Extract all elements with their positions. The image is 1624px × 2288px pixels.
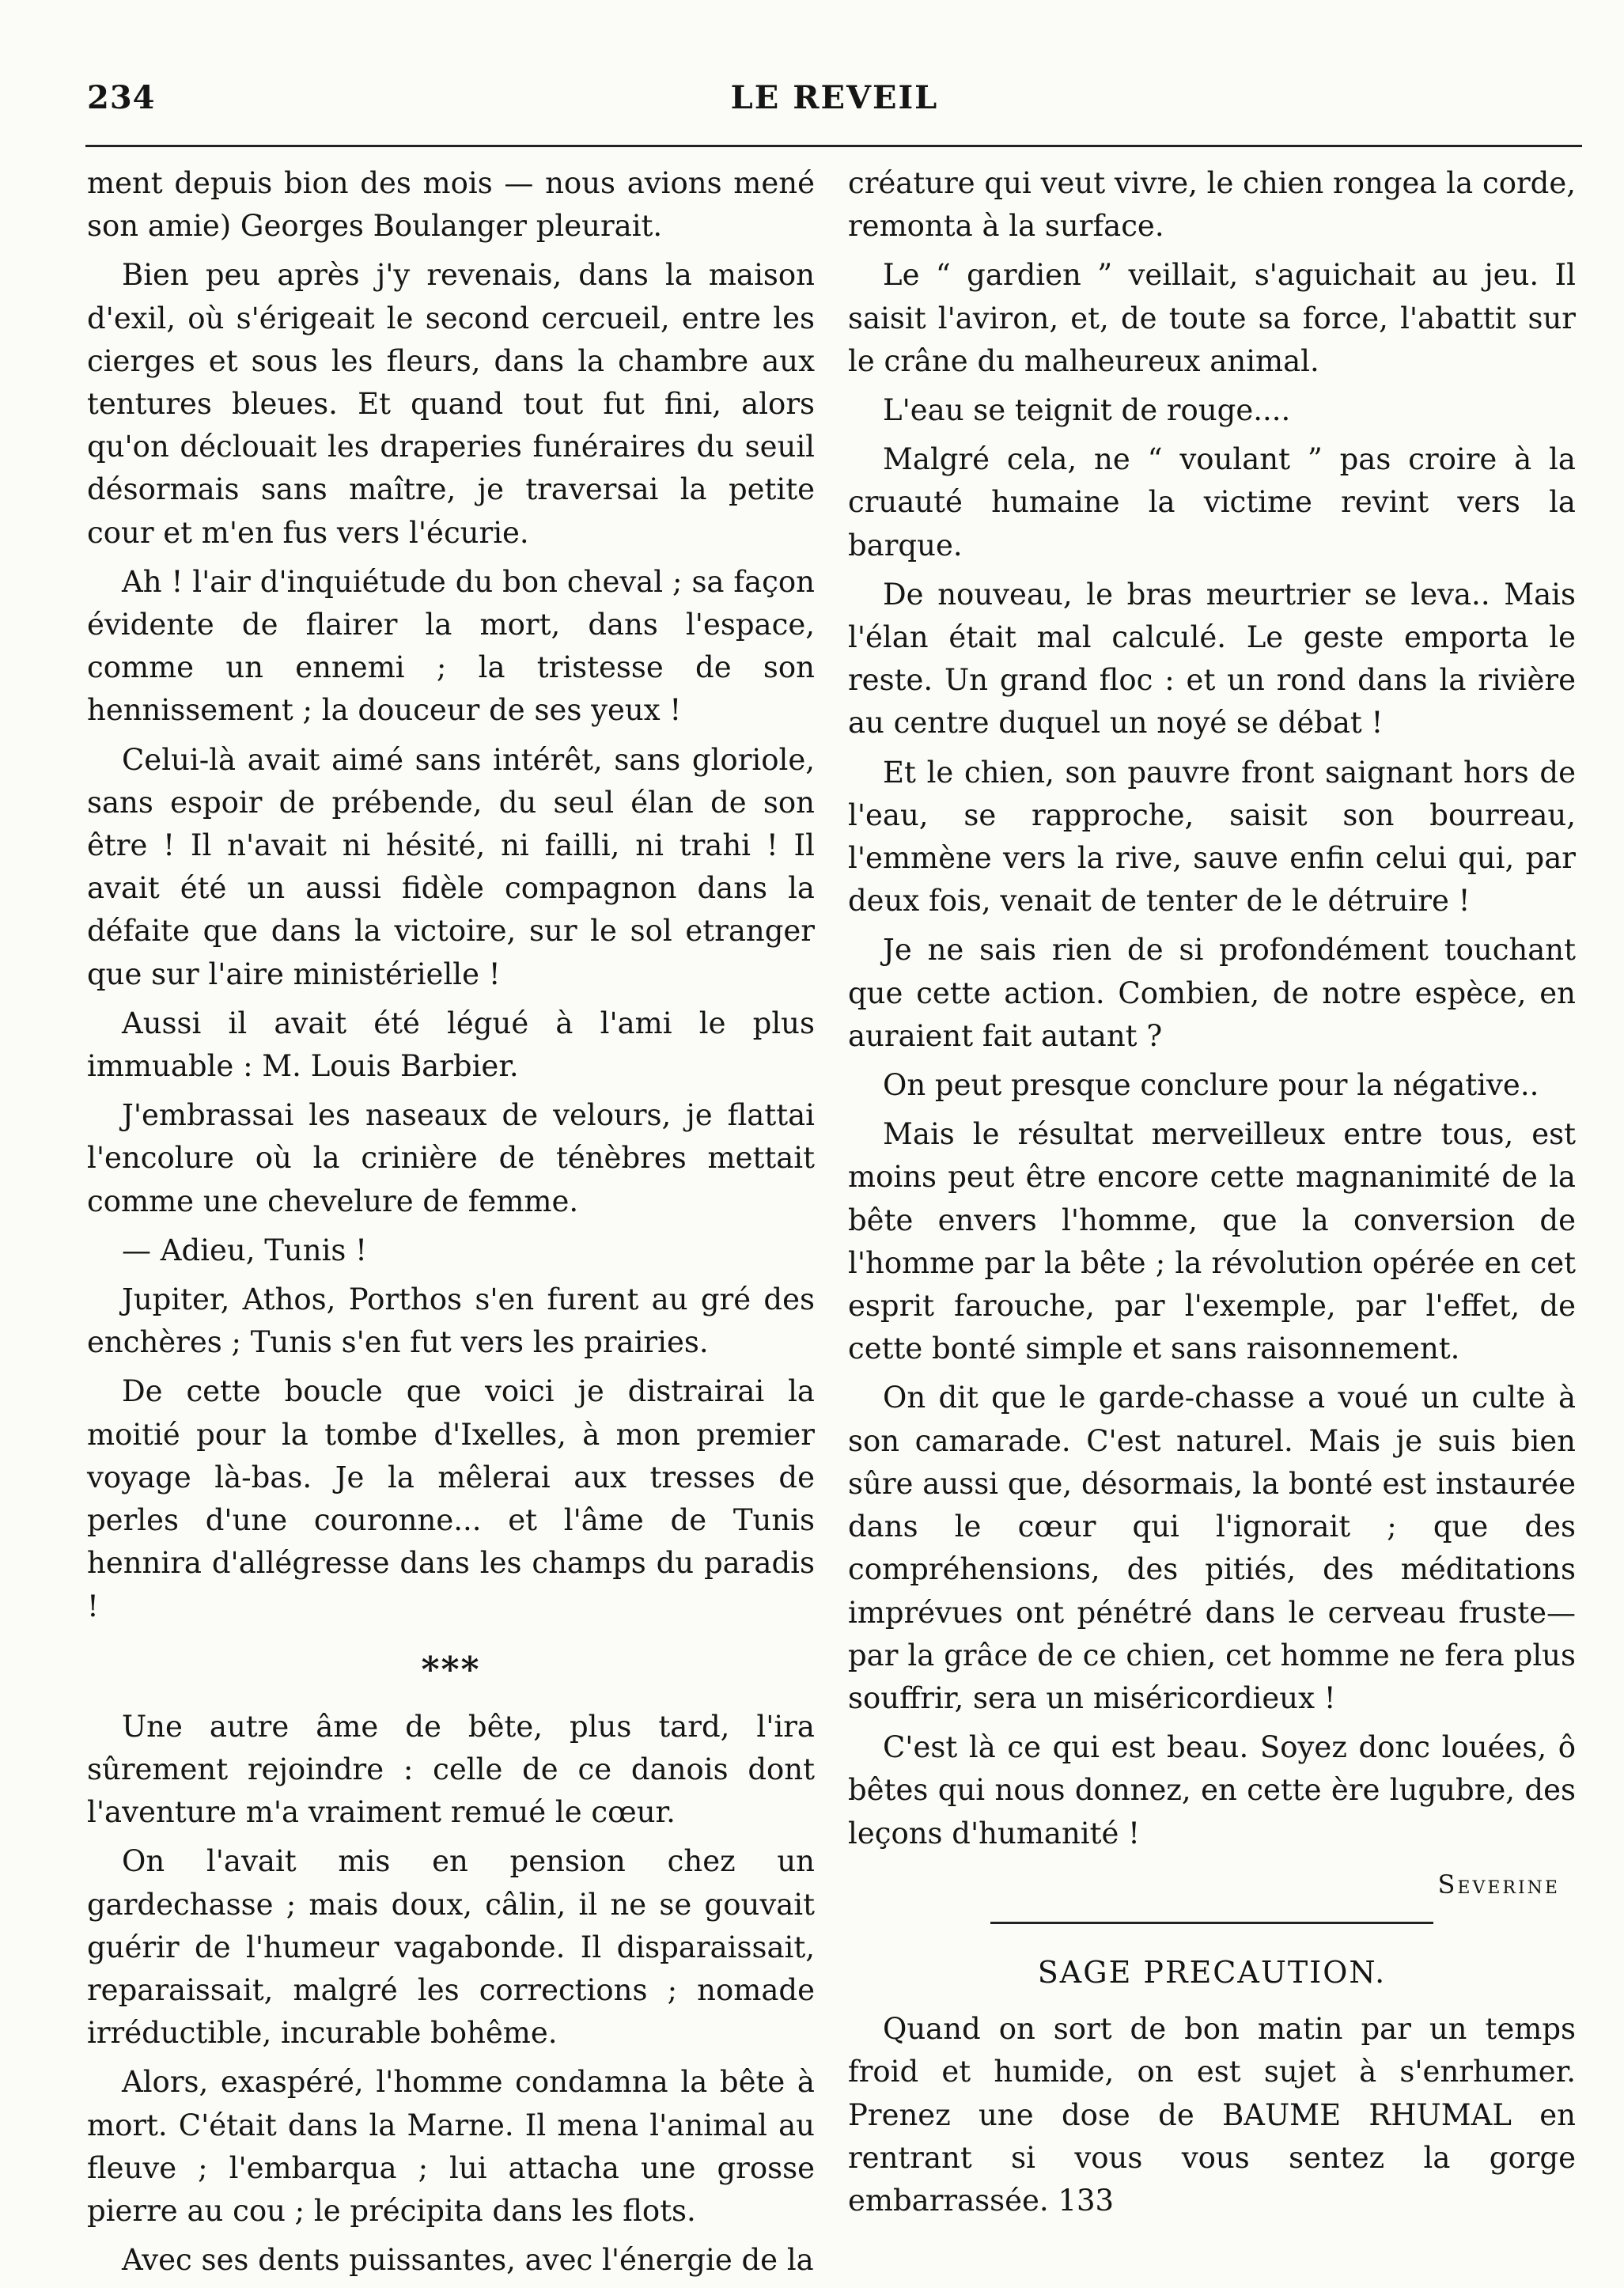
paragraph: On l'avait mis en pension chez un gardechasse ; mais doux, câlin, il ne se gouvait guérir de l'humeur vagabonde. Il disparaissait, reparaissait, malgré les corrections ; nomade irréductible, incurable bohême. (87, 1844, 815, 2051)
paragraph: Et le chien, son pauvre front saignant hors de l'eau, se rapproche, saisit son bourreau, l'emmène vers la rive, sauve enfin celui qui, par deux fois, venait de tenter de le détruire ! (848, 755, 1576, 919)
paragraph: De cette boucle que voici je distrairai la moitié pour la tombe d'Ixelles, à mon premier voyage là-bas. Je la mêlerai aux tresses de perles d'une couronne... et l'âme de Tunis hennira d'allégresse dans les champs du paradis ! (87, 1374, 815, 1623)
paragraph: Celui-là avait aimé sans intérêt, sans gloriole, sans espoir de prébende, du seul élan de son être ! Il n'avait ni hésité, ni failli, ni trahi ! Il avait été un aussi fidèle compagnon dans la défaite que dans la victoire, sur le sol etranger que sur l'aire ministérielle ! (87, 742, 815, 991)
author-signature: Severine (1437, 1869, 1560, 1900)
paragraph: Je ne sais rien de si profondément touchant que cette action. Combien, de notre espèce, en auraient fait autant ? (848, 933, 1576, 1053)
paragraph: créature qui veut vivre, le chien rongea la corde, remonta à la surface. (848, 166, 1576, 244)
journal-title: LE REVEIL (730, 79, 939, 116)
header-rule (85, 145, 1582, 147)
paragraph: Aussi il avait été légué à l'ami le plus immuable : M. Louis Barbier. (87, 1006, 815, 1084)
right-column (848, 162, 1576, 2229)
left-column (87, 162, 815, 2288)
advert-paragraph: Quand on sort de bon matin par un temps froid et humide, on est sujet à s'enrhumer. Prenez une dose de BAUME RHUMAL en rentrant si vous vous sentez la gorge embarrassée. 133 (848, 2012, 1576, 2218)
advert-title: SAGE PRECAUTION. (1037, 1954, 1387, 1990)
paragraph: Alors, exaspéré, l'homme condamna la bête à mort. C'était dans la Marne. Il mena l'animal au fleuve ; l'embarqua ; lui attacha une grosse pierre au cou ; le précipita dans les flots. (87, 2065, 815, 2228)
section-asterism: *** (421, 1649, 481, 1690)
page-number: 234 (87, 79, 156, 116)
paragraph: Avec ses dents puissantes, avec l'énergie de la (122, 2243, 814, 2278)
paragraph: Le “ gardien ” veillait, s'aguichait au jeu. Il saisit l'aviron, et, de toute sa force, l'abattit sur le crâne du malheureux animal. (848, 258, 1576, 378)
paragraph: Bien peu après j'y revenais, dans la maison d'exil, où s'érigeait le second cercueil, entre les cierges et sous les fleurs, dans la chambre aux tentures bleues. Et quand tout fut fini, alors qu'on déclouait les draperies funéraires du seuil désormais sans maître, je traversai la petite cour et m'en fus vers l'écurie. (87, 258, 815, 550)
paragraph: C'est là ce qui est beau. Soyez donc louées, ô bêtes qui nous donnez, en cette ère lugubre, des leçons d'humanité ! (848, 1730, 1576, 1850)
section-rule (990, 1922, 1433, 1924)
paragraph: On peut presque conclure pour la négative.. (883, 1068, 1539, 1103)
paragraph: Jupiter, Athos, Porthos s'en furent au gré des enchères ; Tunis s'en fut vers les prairies. (87, 1282, 815, 1360)
paragraph: Mais le résultat merveilleux entre tous, est moins peut être encore cette magnanimité de la bête envers l'homme, que la conversion de l'homme par la bête ; la révolution opérée en cet esprit farouche, par l'exemple, par l'effet, de cette bonté simple et sans raisonnement. (848, 1117, 1576, 1366)
paragraph: ment depuis bion des mois — nous avions mené son amie) Georges Boulanger pleurait. (87, 166, 815, 244)
page-header (87, 79, 1582, 127)
paragraph: Ah ! l'air d'inquiétude du bon cheval ; sa façon évidente de flairer la mort, dans l'espace, comme un ennemi ; la tristesse de son hennissement ; la douceur de ses yeux ! (87, 564, 815, 728)
paragraph: De nouveau, le bras meurtrier se leva.. Mais l'élan était mal calculé. Le geste emporta le reste. Un grand floc : et un rond dans la rivière au centre duquel un noyé se débat ! (848, 577, 1576, 741)
paragraph: — Adieu, Tunis ! (122, 1233, 368, 1267)
paragraph: J'embrassai les naseaux de velours, je flattai l'encolure où la crinière de ténèbres mettait comme une chevelure de femme. (87, 1098, 815, 1218)
paragraph: Une autre âme de bête, plus tard, l'ira sûrement rejoindre : celle de ce danois dont l'aventure m'a vraiment remué le cœur. (87, 1709, 815, 1830)
paragraph: Malgré cela, ne “ voulant ” pas croire à la cruauté humaine la victime revint vers la barque. (848, 442, 1576, 563)
paragraph: On dit que le garde-chasse a voué un culte à son camarade. C'est naturel. Mais je suis bien sûre aussi que, désormais, la bonté est instaurée dans le cœur qui l'ignorait ; que des compréhensions, des pitiés, des méditations imprévues ont pénétré dans le cerveau fruste—par la grâce de ce chien, cet homme ne fera plus souffrir, sera un miséricordieux ! (848, 1381, 1576, 1715)
paragraph: L'eau se teignit de rouge.... (883, 393, 1291, 428)
